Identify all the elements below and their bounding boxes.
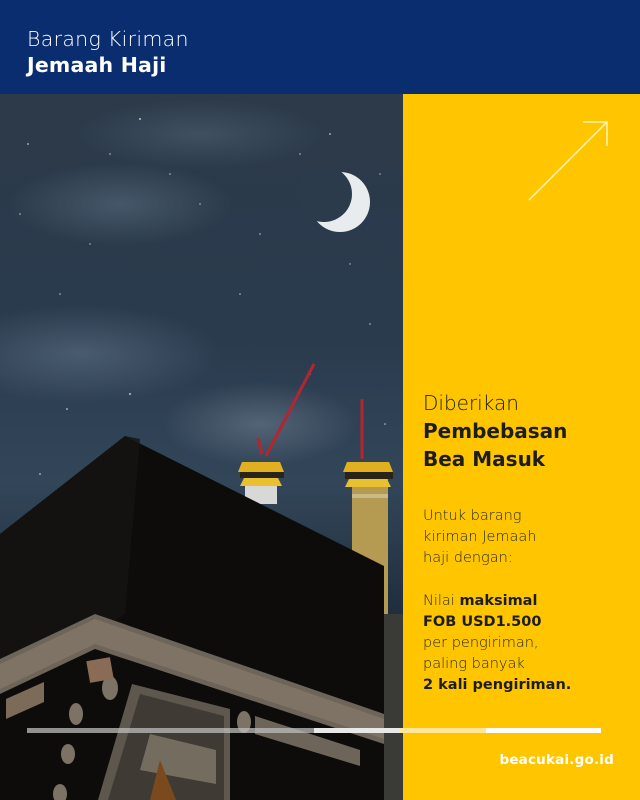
condition-row-5 xyxy=(423,675,571,696)
kaaba-night-photo xyxy=(0,94,403,800)
headline xyxy=(423,389,567,473)
progress-segment xyxy=(400,728,486,733)
info-panel xyxy=(403,94,640,800)
condition-row-4: paling banyak xyxy=(423,656,525,672)
progress-segment xyxy=(486,728,601,733)
kaaba xyxy=(0,436,384,800)
fob-value: FOB USD1.500 xyxy=(423,614,542,630)
slide-progress-bar xyxy=(27,728,601,733)
condition-row-1 xyxy=(423,591,571,612)
footer-url[interactable]: beacukai.go.id xyxy=(499,752,614,768)
intro-line-3: haji dengan: xyxy=(423,550,513,566)
crescent-moon-icon xyxy=(296,166,370,232)
title-line-2: Jemaah Haji xyxy=(27,53,167,77)
shipment-limit: 2 kali pengiriman. xyxy=(423,677,572,693)
title-line-1: Barang Kiriman xyxy=(27,27,189,51)
headline-line-3: Bea Masuk xyxy=(423,447,546,471)
progress-segment xyxy=(314,728,400,733)
condition-label: Nilai xyxy=(423,593,460,609)
intro-text xyxy=(423,506,537,569)
conditions-text xyxy=(423,591,571,696)
condition-row-2 xyxy=(423,612,571,633)
condition-emphasis: maksimal xyxy=(459,593,538,609)
intro-line-1: Untuk barang xyxy=(423,508,522,524)
headline-line-2: Pembebasan xyxy=(423,419,568,443)
cranes xyxy=(258,364,362,459)
header-banner xyxy=(0,0,640,94)
arrow-up-right-icon xyxy=(523,116,613,206)
headline-line-1: Diberikan xyxy=(423,391,519,415)
intro-line-2: kiriman Jemaah xyxy=(423,529,537,545)
progress-segment xyxy=(27,728,314,733)
condition-row-3: per pengiriman, xyxy=(423,635,539,651)
kaaba-illustration xyxy=(0,94,403,800)
